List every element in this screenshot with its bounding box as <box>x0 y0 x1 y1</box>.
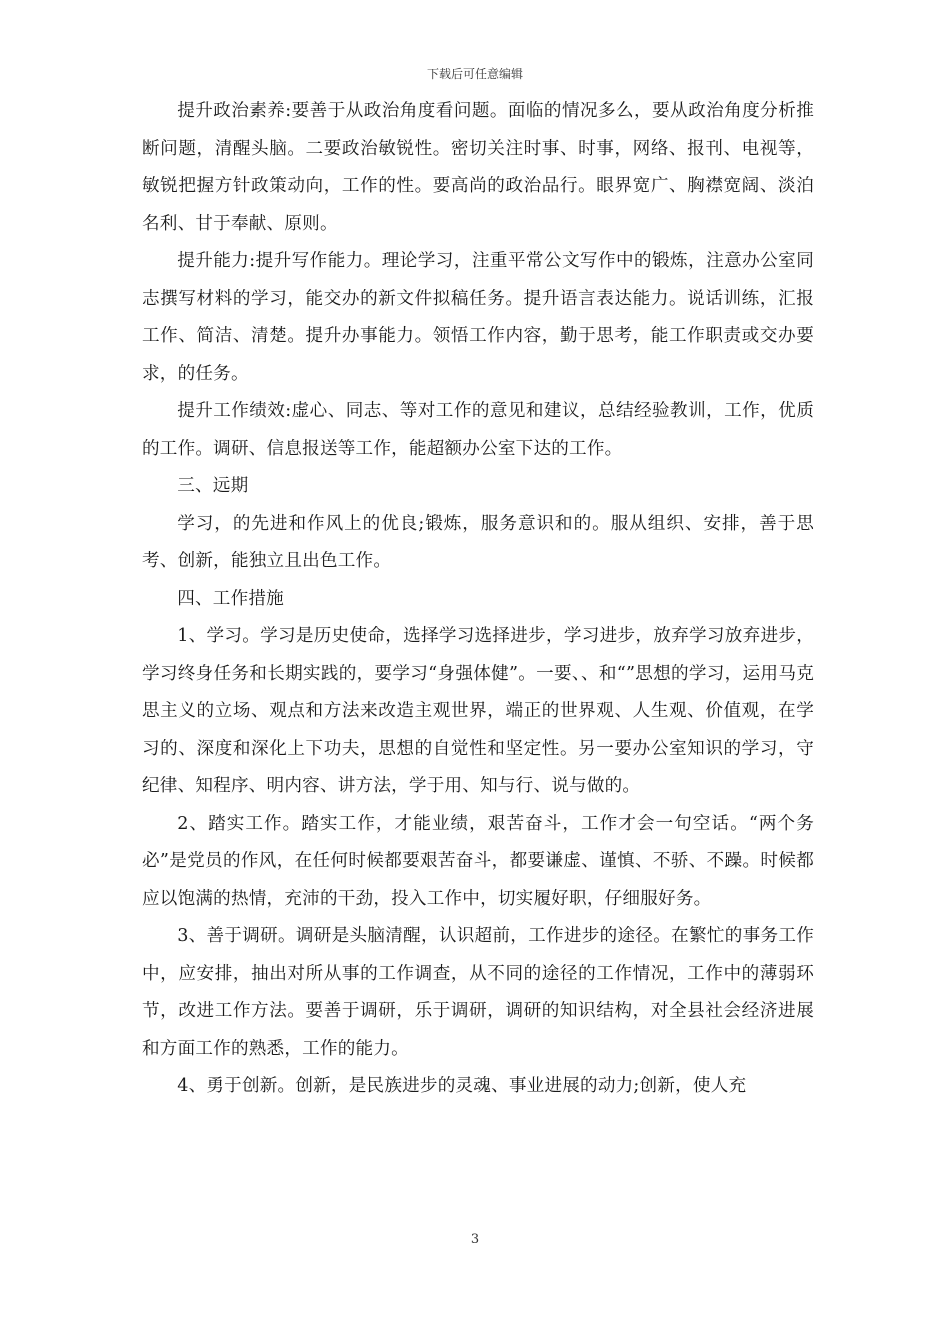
paragraph-measure-innovation: 4、勇于创新。创新，是民族进步的灵魂、事业进展的动力;创新，使人充 <box>177 1076 747 1096</box>
paragraph-performance: 提升工作绩效:虚心、同志、等对工作的意见和建议，总结经验教训，工作，优质的工作。调研、信息报送等工作，能超额办公室下达的工作。 <box>142 401 814 459</box>
section-heading-measures: 四、工作措施 <box>177 588 284 609</box>
document-body <box>142 93 814 1106</box>
paragraph-political-literacy: 提升政治素养:要善于从政治角度看问题。面临的情况多么，要从政治角度分析推断问题，清醒头脑。二要政治敏锐性。密切关注时事、时事，网络、报刊、电视等，敏锐把握方针政策动向，工作的性。要高尚的政治品行。眼界宽广、胸襟宽阔、淡泊名利、甘于奉献、原则。 <box>142 101 814 234</box>
paragraph-ability: 提升能力:提升写作能力。理论学习，注重平常公文写作中的锻炼，注意办公室同志撰写材料的学习，能交办的新文件拟稿任务。提升语言表达能力。说话训练，汇报工作、简洁、清楚。提升办事能力。领悟工作内容，勤于思考，能工作职责或交办要求，的任务。 <box>142 251 814 384</box>
page-number: 3 <box>470 1232 480 1247</box>
paragraph-long-term: 学习，的先进和作风上的优良;锻炼，服务意识和的。服从组织、安排，善于思考、创新，能独立且出色工作。 <box>142 513 814 571</box>
section-heading-long-term: 三、远期 <box>177 476 249 496</box>
paragraph-measure-research: 3、善于调研。调研是头脑清醒，认识超前，工作进步的途径。在繁忙的事务工作中，应安排，抽出对所从事的工作调查，从不同的途径的工作情况，工作中的薄弱环节，改进工作方法。要善于调研，乐于调研，调研的知识结构，对全县社会经济进展和方面工作的熟悉，工作的能力。 <box>142 926 814 1059</box>
paragraph-measure-study: 1、学习。学习是历史使命，选择学习选择进步，学习进步，放弃学习放弃进步，学习终身任务和长期实践的，要学习“身强体健”。一要、、和“”思想的学习，运用马克思主义的立场、观点和方法来改造主观世界，端正的世界观、人生观、价值观，在学习的、深度和深化上下功夫，思想的自觉性和坚定性。另一要办公室知识的学习，守纪律、知程序、明内容、讲方法，学于用、知与行、说与做的。 <box>142 626 814 796</box>
page-header: 下载后可任意编辑 <box>426 67 523 81</box>
paragraph-measure-work: 2、踏实工作。踏实工作，才能业绩，艰苦奋斗，工作才会一句空话。“两个务必”是党员的作风，在任何时候都要艰苦奋斗，都要谦虚、谨慎、不骄、不躁。时候都应以饱满的热情，充沛的干劲，投入工作中，切实履好职，仔细服好务。 <box>142 813 814 909</box>
